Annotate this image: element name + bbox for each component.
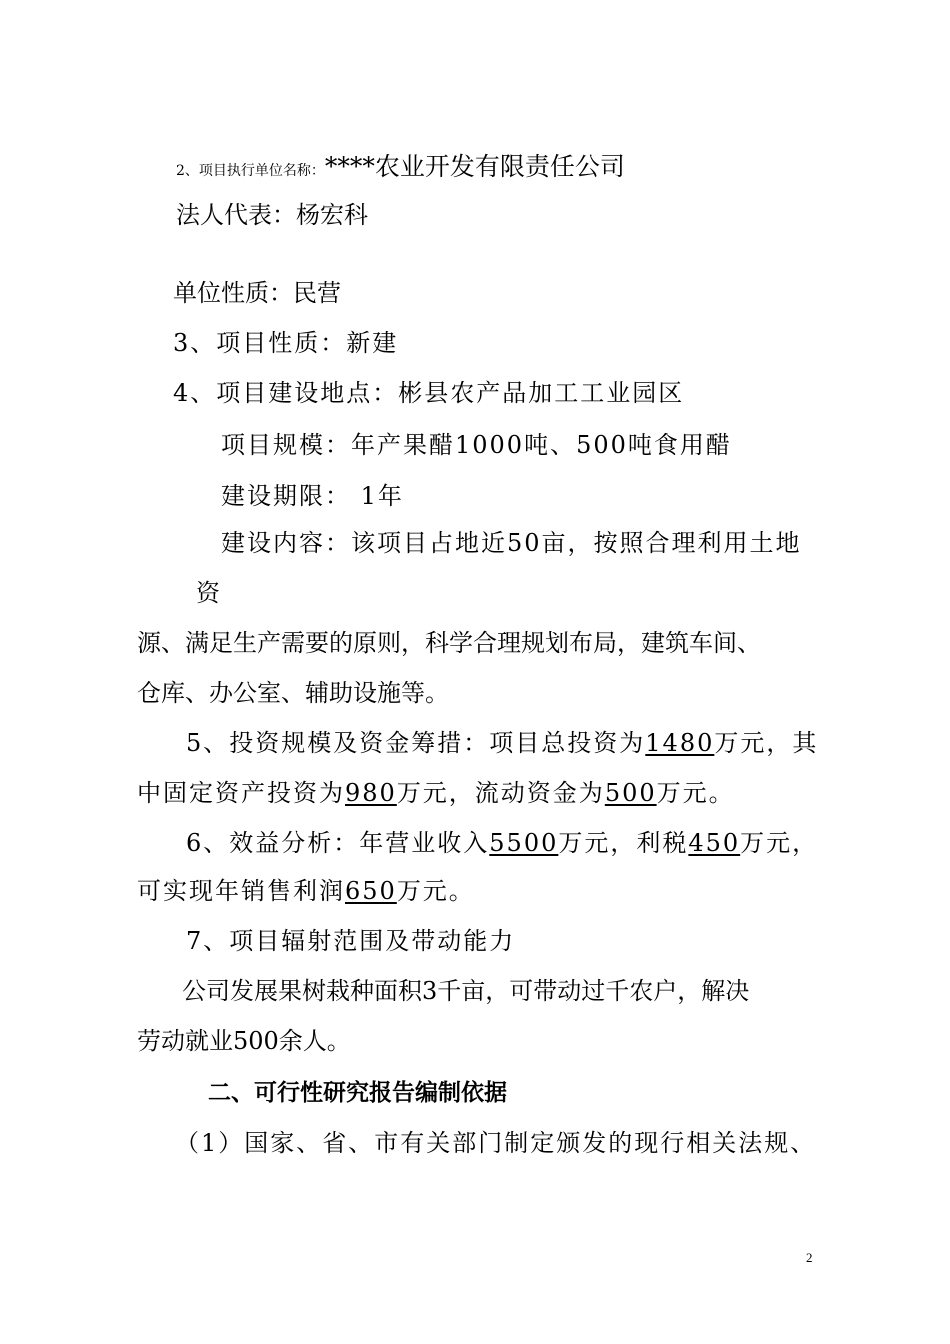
investment-cont-line: 中固定资产投资为980万元，流动资金为500万元。: [137, 779, 735, 807]
annual-revenue-value: 5500: [489, 829, 559, 857]
sales-profit-value: 650: [345, 877, 397, 905]
radiation-line: 7、项目辐射范围及带动能力: [186, 927, 516, 955]
project-scale-line: 项目规模：年产果醋1000吨、500吨食用醋: [221, 431, 732, 459]
working-capital-value: 500: [604, 779, 657, 807]
section-heading: 二、可行性研究报告编制依据: [208, 1080, 507, 1106]
project-nature-line: 3、项目性质：新建: [173, 329, 399, 357]
benefit-line: 6、效益分析：年营业收入5500万元，利税450万元，: [186, 829, 819, 857]
basis-item-1: （1）国家、省、市有关部门制定颁发的现行相关法规、: [175, 1129, 817, 1157]
unit-name-line: [176, 152, 625, 186]
unit-name-value: ****农业开发有限责任公司: [324, 152, 625, 181]
total-investment-value: 1480: [645, 729, 715, 757]
construction-content-cont2: 仓库、办公室、辅助设施等。: [137, 679, 449, 707]
company-development-line: 公司发展果树栽种面积3千亩，可带动过千农户，解决: [182, 977, 750, 1005]
project-location-line: 4、项目建设地点：彬县农产品加工工业园区: [173, 379, 685, 407]
page-number: 2: [806, 1250, 813, 1265]
construction-period-line: 建设期限： 1年: [221, 482, 404, 510]
unit-nature-line: 单位性质：民营: [173, 279, 341, 307]
unit-name-label: 2、项目执行单位名称：: [176, 163, 325, 179]
construction-content-wrap: 资: [196, 579, 220, 607]
legal-rep-line: 法人代表：杨宏科: [176, 201, 368, 229]
company-development-cont: 劳动就业500余人。: [137, 1027, 351, 1055]
profit-tax-value: 450: [688, 829, 741, 857]
benefit-cont-line: 可实现年销售利润650万元。: [137, 877, 475, 905]
construction-content-cont1: 源、满足生产需要的原则，科学合理规划布局，建筑车间、: [137, 629, 761, 657]
fixed-assets-value: 980: [345, 779, 397, 807]
investment-line: 5、投资规模及资金筹措：项目总投资为1480万元，其: [186, 729, 819, 757]
construction-content-line: 建设内容：该项目占地近50亩，按照合理利用土地: [221, 529, 802, 557]
